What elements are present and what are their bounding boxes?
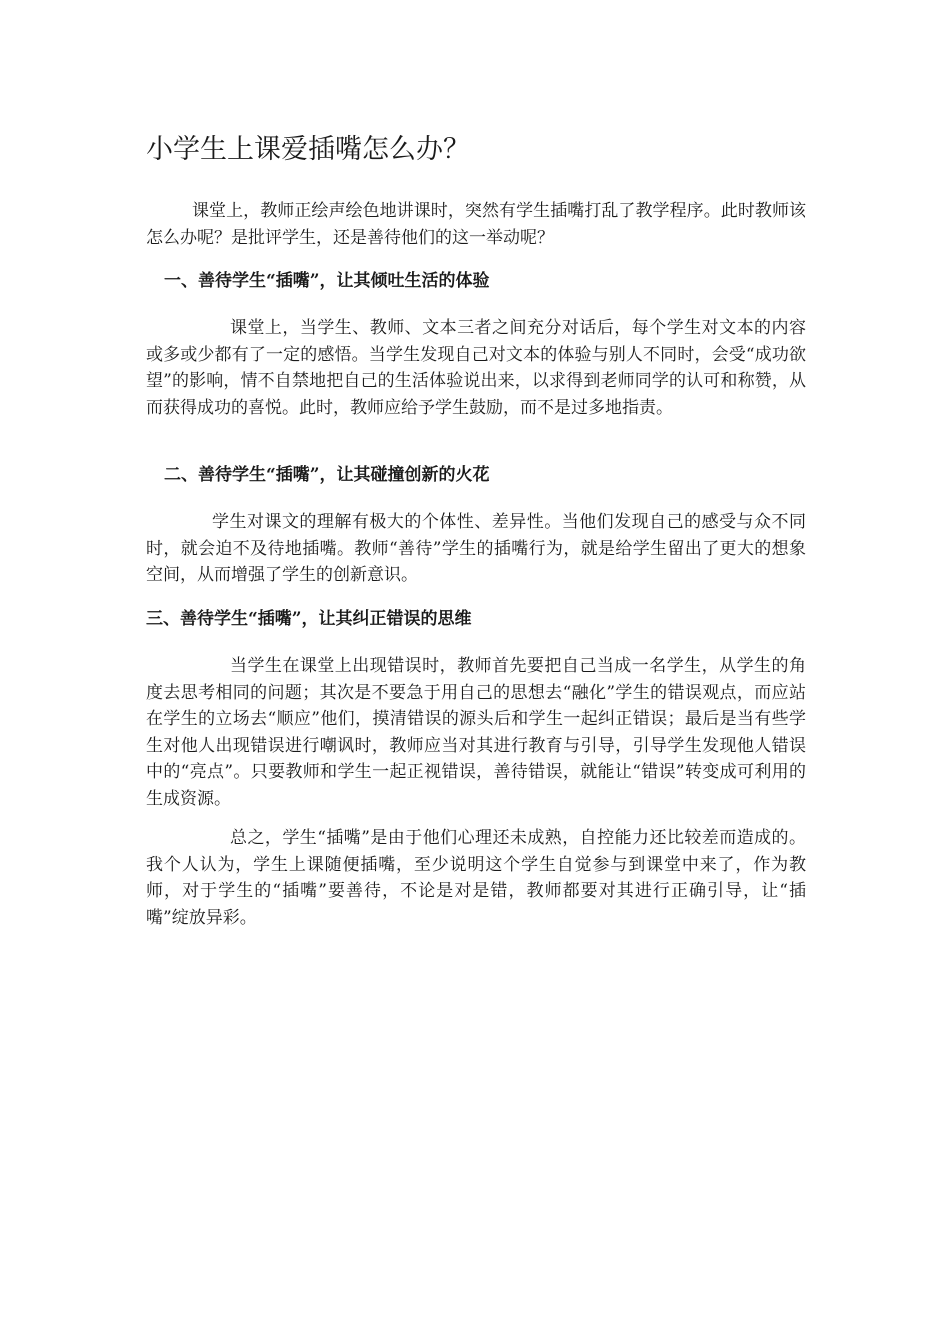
section-1-heading: 一、善待学生“插嘴”，让其倾吐生活的体验 xyxy=(164,271,490,291)
section-3-heading: 三、善待学生“插嘴”，让其纠正错误的思维 xyxy=(146,609,472,629)
section-2-body: 学生对课文的理解有极大的个体性、差异性。当他们发现自己的感受与众不同时，就会迫不及待地插嘴。教师“善待”学生的插嘴行为，就是给学生留出了更大的想象空间，从而增强了学生的创新意识。 xyxy=(146,512,806,585)
conclusion-paragraph: 总之，学生“插嘴”是由于他们心理还未成熟，自控能力还比较差而造成的。我个人认为，学生上课随便插嘴，至少说明这个学生自觉参与到课堂中来了，作为教师，对于学生的“插嘴”要善待，不论是对是错，教师都要对其进行正确引导，让“插嘴”绽放异彩。 xyxy=(146,828,806,928)
section-3-body: 当学生在课堂上出现错误时，教师首先要把自己当成一名学生，从学生的角度去思考相同的问题；其次是不要急于用自己的思想去“融化”学生的错误观点，而应站在学生的立场去“顺应”他们，摸清错误的源头后和学生一起纠正错误；最后是当有些学生对他人出现错误进行嘲讽时，教师应当对其进行教育与引导，引导学生发现他人错误中的“亮点”。只要教师和学生一起正视错误，善待错误，就能让“错误”转变成可利用的生成资源。 xyxy=(146,656,806,809)
document-title: 小学生上课爱插嘴怎么办？ xyxy=(146,134,470,165)
section-1-body: 课堂上，当学生、教师、文本三者之间充分对话后，每个学生对文本的内容或多或少都有了一定的感悟。当学生发现自己对文本的体验与别人不同时，会受“成功欲望”的影响，情不自禁地把自己的生活体验说出来，以求得到老师同学的认可和称赞，从而获得成功的喜悦。此时，教师应给予学生鼓励，而不是过多地指责。 xyxy=(146,318,806,418)
section-2-heading: 二、善待学生“插嘴”，让其碰撞创新的火花 xyxy=(164,465,490,485)
intro-paragraph: 课堂上，教师正绘声绘色地讲课时，突然有学生插嘴打乱了教学程序。此时教师该怎么办呢？是批评学生，还是善待他们的这一举动呢？ xyxy=(146,201,806,248)
